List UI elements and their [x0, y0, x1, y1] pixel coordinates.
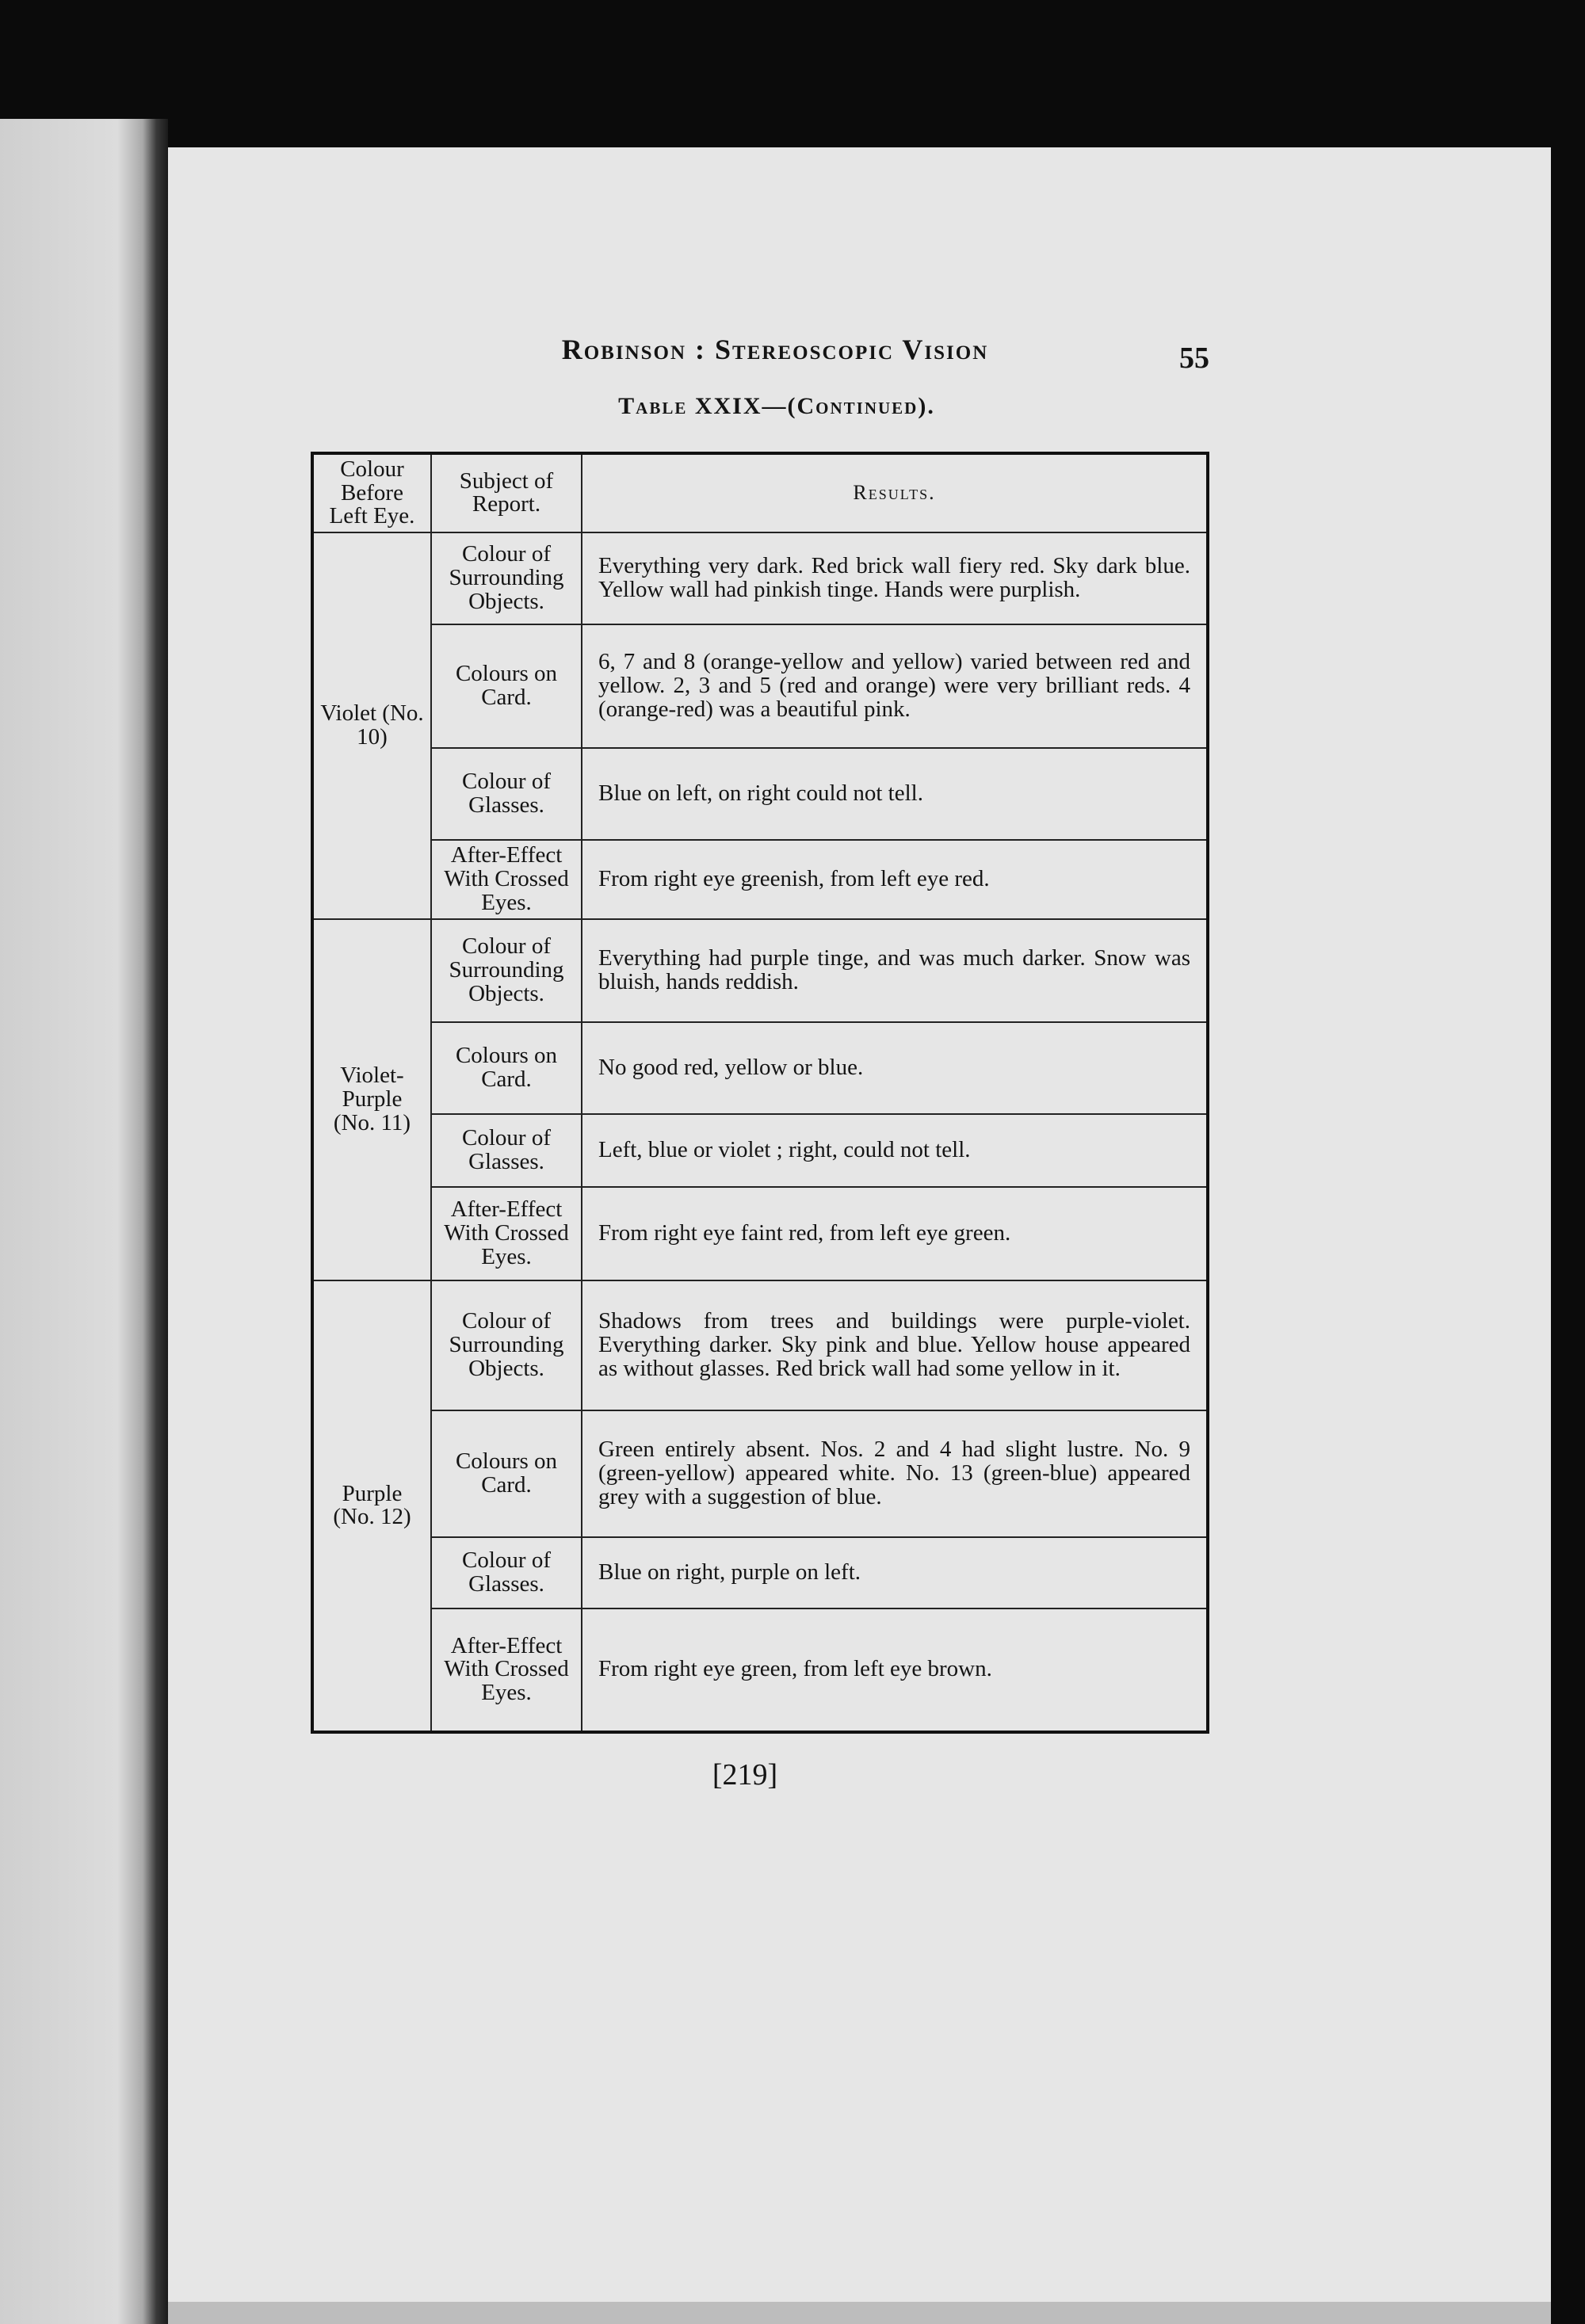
- result-cell: Left, blue or violet ; right, could not tell.: [582, 1114, 1208, 1187]
- table-row: [312, 1187, 1208, 1280]
- subject-cell: After-Effect With Crossed Eyes.: [431, 1608, 582, 1732]
- result-cell: From right eye green, from left eye brown.: [582, 1608, 1208, 1732]
- table-header-row: [312, 453, 1208, 532]
- book-spine-edge: [0, 119, 168, 2324]
- result-cell: From right eye faint red, from left eye green.: [582, 1187, 1208, 1280]
- subject-cell: Colour of Glasses.: [431, 1537, 582, 1608]
- table-row: [312, 1537, 1208, 1608]
- table-row: [312, 1022, 1208, 1114]
- group-colour-cell: Purple (No. 12): [312, 1280, 431, 1732]
- page-number: 55: [1179, 342, 1209, 375]
- column-header-colour: Colour Before Left Eye.: [312, 453, 431, 532]
- result-cell: 6, 7 and 8 (orange-yellow and yellow) varied between red and yellow. 2, 3 and 5 (red and orange) were very brilliant reds. 4 (orange-red) was a beautiful pink.: [582, 624, 1208, 748]
- subject-cell: Colour of Surrounding Objects.: [431, 532, 582, 624]
- result-cell: No good red, yellow or blue.: [582, 1022, 1208, 1114]
- group-colour-cell: Violet (No. 10): [312, 532, 431, 919]
- subject-cell: Colours on Card.: [431, 624, 582, 748]
- subject-cell: Colour of Surrounding Objects.: [431, 919, 582, 1022]
- table-row: [312, 1280, 1208, 1410]
- result-cell: From right eye greenish, from left eye red.: [582, 840, 1208, 919]
- column-header-results: Results.: [582, 453, 1208, 532]
- result-cell: Blue on left, on right could not tell.: [582, 748, 1208, 840]
- subject-cell: Colours on Card.: [431, 1410, 582, 1537]
- subject-cell: After-Effect With Crossed Eyes.: [431, 1187, 582, 1280]
- column-header-subject: Subject of Report.: [431, 453, 582, 532]
- table-title: Table XXIX—(Continued).: [618, 393, 935, 419]
- subject-cell: Colour of Glasses.: [431, 1114, 582, 1187]
- result-cell: Green entirely absent. Nos. 2 and 4 had slight lustre. No. 9 (green-yellow) appeared white. No. 13 (green-blue) appeared grey with a suggestion of blue.: [582, 1410, 1208, 1537]
- table-row: [312, 532, 1208, 624]
- page-bottom-edge: [168, 2302, 1551, 2324]
- subject-cell: Colour of Glasses.: [431, 748, 582, 840]
- running-head: Robinson : Stereoscopic Vision: [561, 334, 989, 365]
- results-table: [311, 452, 1209, 1734]
- table-row: [312, 748, 1208, 840]
- table-row: [312, 1608, 1208, 1732]
- subject-cell: Colours on Card.: [431, 1022, 582, 1114]
- result-cell: Everything had purple tinge, and was much darker. Snow was bluish, hands reddish.: [582, 919, 1208, 1022]
- result-cell: Blue on right, purple on left.: [582, 1537, 1208, 1608]
- subject-cell: Colour of Surrounding Objects.: [431, 1280, 582, 1410]
- table-row: [312, 624, 1208, 748]
- table-row: [312, 1114, 1208, 1187]
- result-cell: Everything very dark. Red brick wall fiery red. Sky dark blue. Yellow wall had pinkish tinge. Hands were purplish.: [582, 532, 1208, 624]
- table-row: [312, 840, 1208, 919]
- subject-cell: After-Effect With Crossed Eyes.: [431, 840, 582, 919]
- result-cell: Shadows from trees and buildings were purple-violet. Everything darker. Sky pink and blue. Yellow house appeared as without glasses. Red brick wall had some yellow in it.: [582, 1280, 1208, 1410]
- folio-number: [219]: [712, 1758, 778, 1792]
- table-row: [312, 1410, 1208, 1537]
- table-row: [312, 919, 1208, 1022]
- group-colour-cell: Violet-Purple (No. 11): [312, 919, 431, 1280]
